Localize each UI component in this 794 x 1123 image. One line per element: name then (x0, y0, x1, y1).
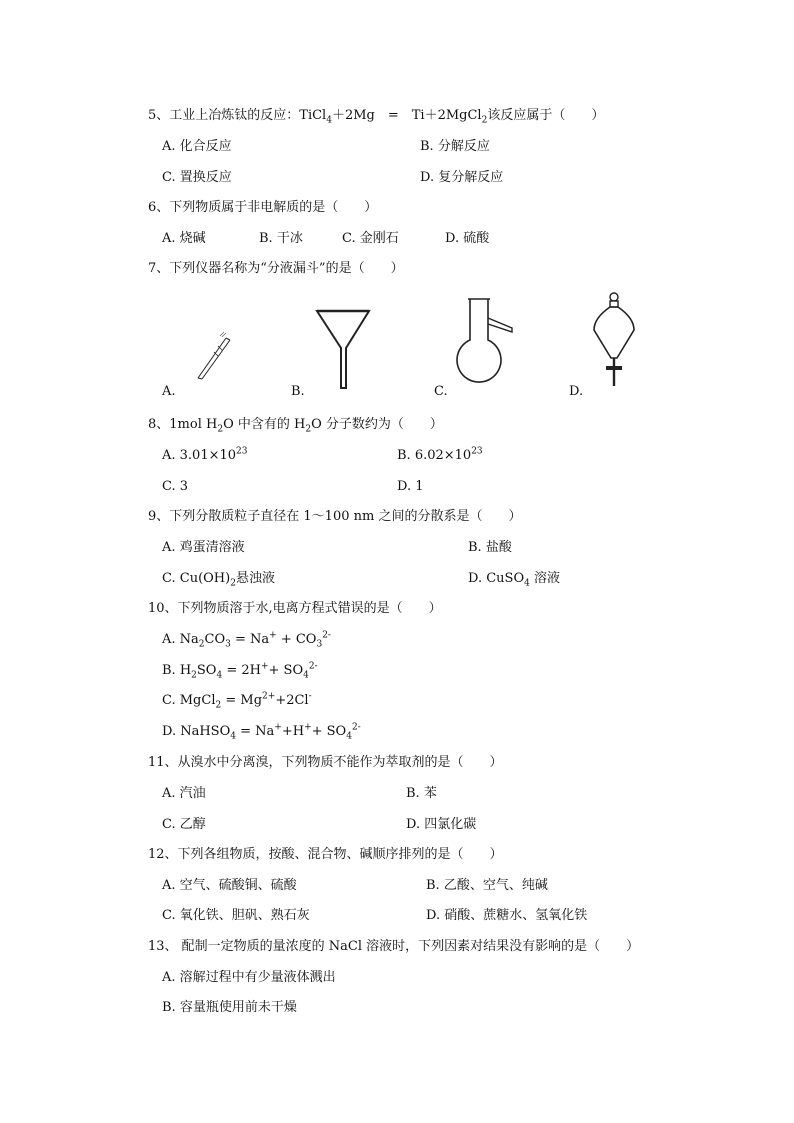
formula-part: + SO (311, 724, 347, 739)
q10-option-d (162, 723, 361, 741)
q5-option-c: C. 置换反应 (162, 170, 232, 185)
q8b-sup: 23 (471, 446, 483, 457)
formula-part: C. MgCl (162, 693, 216, 708)
q9-option-c (162, 570, 275, 588)
question-8-stem (148, 416, 443, 434)
q11-option-c: C. 乙醇 (162, 817, 206, 832)
q7-label-b: B. (291, 384, 305, 399)
q8-text: O 分子数约为（ ） (311, 417, 443, 432)
q9-option-a: A. 鸡蛋清溶液 (162, 540, 245, 555)
q7-label-c: C. (434, 384, 448, 399)
q8b-text: B. 6.02×10 (397, 448, 472, 463)
q12-option-a: A. 空气、硫酸铜、硫酸 (162, 878, 297, 893)
q8-option-a (162, 447, 248, 465)
q11-option-b: B. 苯 (406, 786, 437, 801)
question-7-stem: 7、下列仪器名称为“分液漏斗”的是（ ） (148, 261, 404, 276)
q9-option-d (468, 570, 560, 588)
formula-part: 2+ (262, 691, 276, 702)
formula-part: 4 (346, 731, 352, 742)
q6-option-b: B. 干冰 (259, 231, 303, 246)
formula-part: + CO (276, 632, 317, 647)
q13-option-b: B. 容量瓶使用前未干燥 (162, 1000, 297, 1015)
q5-option-b: B. 分解反应 (420, 139, 490, 154)
separatory-funnel-figure (590, 292, 638, 388)
q6-option-c: C. 金刚石 (342, 231, 399, 246)
question-5-stem (148, 107, 604, 125)
formula-part: 2- (308, 661, 318, 672)
formula-part: B. H (162, 663, 192, 678)
funnel-figure (315, 308, 371, 390)
formula-part: + (274, 722, 282, 733)
formula-part: D. NaHSO (162, 724, 231, 739)
q8-option-d: D. 1 (397, 479, 424, 494)
q12-option-c: C. 氧化铁、胆矾、熟石灰 (162, 908, 310, 923)
formula-part: 4 (216, 670, 223, 681)
q6-option-d: D. 硫酸 (445, 231, 490, 246)
q7-label-d: D. (569, 384, 584, 399)
formula-part: CO (204, 632, 226, 647)
formula-part: 3 (225, 639, 231, 650)
formula-part: + (304, 722, 312, 733)
thermometer-figure (190, 330, 235, 382)
formula-part: + SO (268, 663, 304, 678)
formula-part: +H (281, 724, 305, 739)
q11-option-a: A. 汽油 (162, 786, 206, 801)
question-10-stem: 10、下列物质溶于水,电离方程式错误的是（ ） (148, 601, 442, 616)
q8-text: 8、1mol H (148, 417, 218, 432)
formula-part: + (269, 630, 277, 641)
formula-part: 4 (303, 670, 309, 681)
question-12-stem: 12、下列各组物质，按酸、混合物、碱顺序排列的是（ ） (148, 847, 503, 862)
formula-part: 4 (230, 731, 236, 742)
q5-option-d: D. 复分解反应 (420, 170, 504, 185)
formula-part: SO (196, 663, 217, 678)
question-6-stem: 6、下列物质属于非电解质的是（ ） (148, 200, 378, 215)
formula-part: 3 (316, 639, 323, 650)
question-9-stem: 9、下列分散质粒子直径在 1～100 nm 之间的分散系是（ ） (148, 509, 522, 524)
question-11-stem: 11、从溴水中分离溴，下列物质不能作为萃取剂的是（ ） (148, 755, 503, 770)
q8-option-c: C. 3 (162, 479, 189, 494)
q12-option-d: D. 硝酸、蔗糖水、氢氧化铁 (426, 908, 588, 923)
formula-part: - (308, 691, 312, 702)
q12-option-b: B. 乙酸、空气、纯碱 (426, 878, 548, 893)
q8-option-b (397, 447, 483, 465)
question-13-stem: 13、 配制一定物质的量浓度的 NaCl 溶液时，下列因素对结果没有影响的是（ ） (148, 939, 640, 954)
q13-option-a: A. 溶解过程中有少量液体溅出 (162, 970, 336, 985)
formula-part: = 2H (222, 663, 261, 678)
formula-part: 2 (191, 670, 197, 681)
q9d-text: 溶液 (529, 571, 560, 586)
q8-sub: 2 (305, 424, 312, 435)
formula-part: = Mg (221, 693, 263, 708)
q6-option-a: A. 烧碱 (162, 231, 206, 246)
q9c-text: 悬浊液 (235, 571, 275, 586)
formula-part: 2- (322, 630, 331, 641)
formula-part: 2- (351, 722, 361, 733)
formula-part: 2 (215, 700, 222, 711)
formula-part: = Na (235, 724, 275, 739)
q5-sub: 2 (481, 115, 488, 126)
q5-option-a: A. 化合反应 (162, 139, 232, 154)
q9d-text: D. CuSO (468, 571, 525, 586)
q8a-text: A. 3.01×10 (162, 448, 237, 463)
q10-option-a (162, 631, 331, 649)
q9c-sub: 2 (230, 578, 236, 589)
q7-label-a: A. (162, 384, 176, 399)
formula-part: 2 (198, 639, 205, 650)
q9c-text: C. Cu(OH) (162, 571, 231, 586)
distillation-flask-figure (452, 296, 518, 386)
q5-sub: 4 (326, 115, 332, 126)
q8-sub: 2 (217, 424, 224, 435)
q5-text: ＋2Mg = Ti＋2MgCl (331, 108, 482, 123)
formula-part: A. Na (162, 632, 199, 647)
q11-option-d: D. 四氯化碳 (406, 817, 477, 832)
q9d-sub: 4 (524, 578, 530, 589)
q5-text: 该反应属于（ ） (487, 108, 605, 123)
q8-text: O 中含有的 H (223, 417, 306, 432)
q9-option-b: B. 盐酸 (468, 540, 512, 555)
q5-text: 5、工业上冶炼钛的反应：TiCl (148, 108, 327, 123)
q10-option-c (162, 692, 312, 710)
q10-option-b (162, 662, 318, 680)
formula-part: + (260, 661, 269, 672)
formula-part: = Na (230, 632, 270, 647)
q8a-sup: 23 (236, 446, 248, 457)
formula-part: +2Cl (275, 693, 309, 708)
